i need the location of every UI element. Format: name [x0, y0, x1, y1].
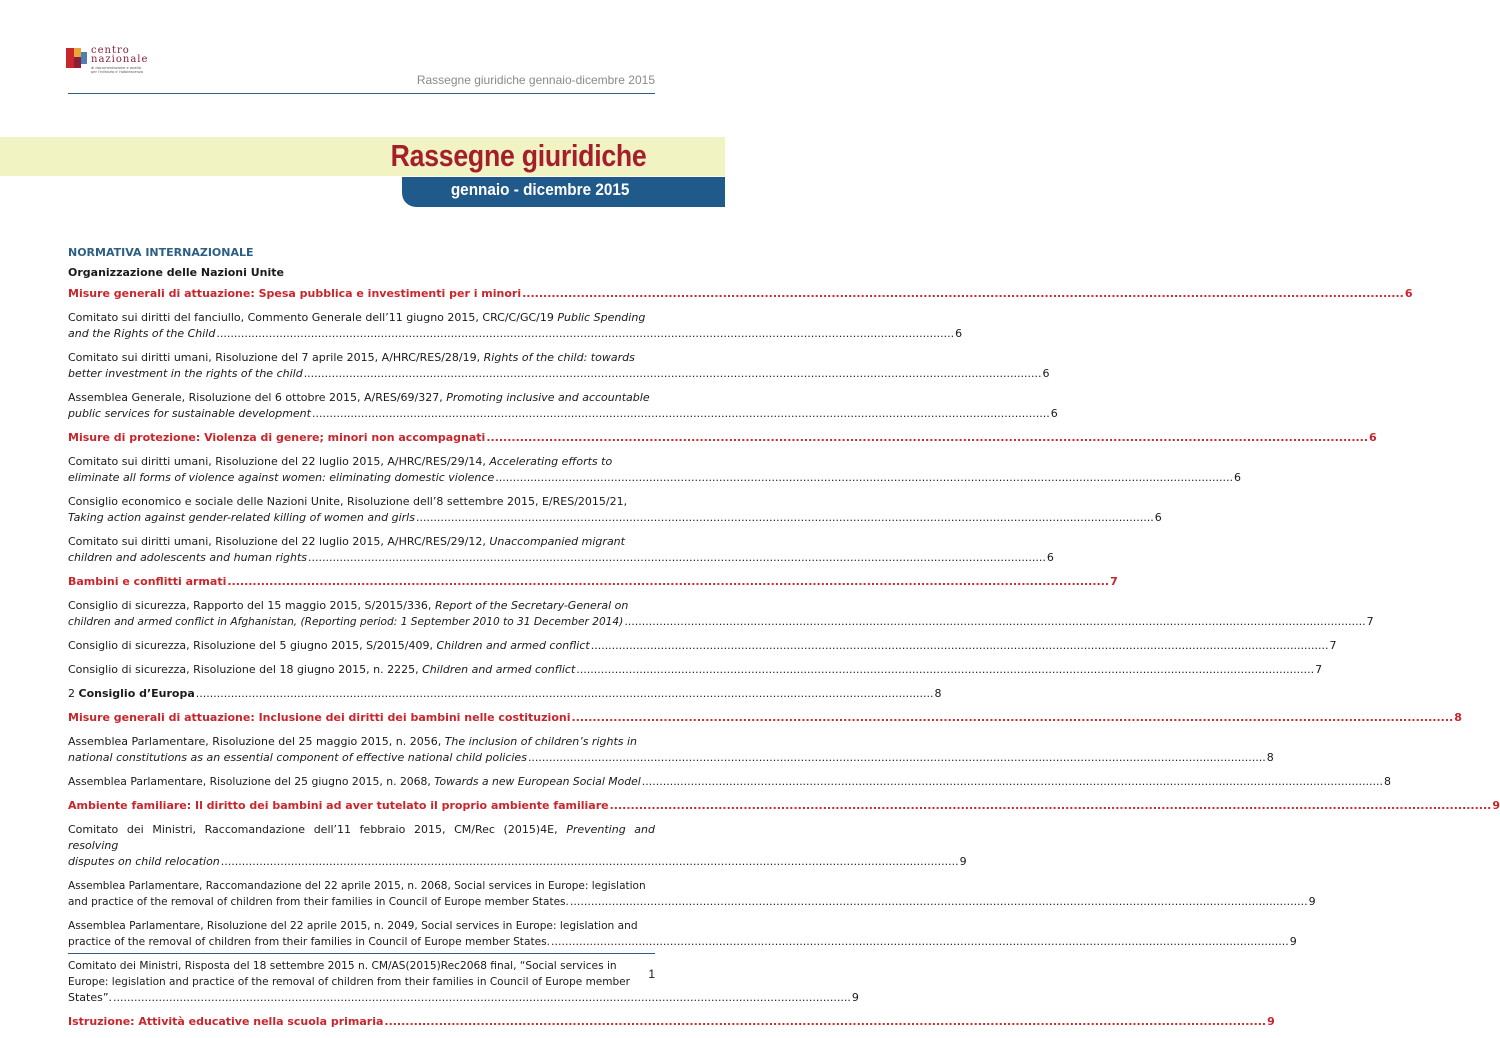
toc-heading-link[interactable]: Misure generali di attuazione: Spesa pubblica e investimenti per i minori ..... 6	[68, 286, 655, 302]
logo-tagline-2: per l'infanzia e l'adolescenza	[91, 70, 144, 74]
toc-entry[interactable]: Assemblea Parlamentare, Raccomandazione del 22 aprile 2015, n. 2068, Social services in Europe: legislation and practice of the removal of children from their families in Council of Europe member States. ..... 9	[68, 878, 655, 910]
toc-entry[interactable]: Consiglio economico e sociale delle Nazioni Unite, Risoluzione dell’8 settembre 2015, E/RES/2015/21, Taking action against gender-related killing of women and girls ..... 6	[68, 494, 655, 526]
footer-rule	[68, 953, 655, 954]
toc-entry[interactable]: Assemblea Generale, Risoluzione del 6 ottobre 2015, A/RES/69/327, Promoting inclusive and accountable public services for sustainable development ..... 6	[68, 390, 655, 422]
toc-entry[interactable]: Comitato sui diritti umani, Risoluzione del 22 luglio 2015, A/HRC/RES/29/14, Accelerating efforts to eliminate all forms of violence against women: eliminating domestic violence ..... 6	[68, 454, 655, 486]
toc-heading-link[interactable]: Misure generali di attuazione: Inclusione dei diritti dei bambini nelle costituzioni ..... 8	[68, 710, 655, 726]
subtitle-bar	[402, 177, 725, 207]
toc-entry[interactable]: Consiglio di sicurezza, Risoluzione del 5 giugno 2015, S/2015/409, Children and armed conflict ..... 7	[68, 638, 655, 654]
toc-heading-link[interactable]: Bambini e conflitti armati ..... 7	[68, 574, 655, 590]
toc-entry[interactable]: Consiglio di sicurezza, Rapporto del 15 maggio 2015, S/2015/336, Report of the Secretary-General on children and armed conflict in Afghanistan, (Reporting period: 1 September 2010 to 31 December 2014) ..... . 7	[68, 598, 655, 630]
logo-tagline-1: di documentazione e analisi	[91, 66, 142, 70]
toc-entry[interactable]: Assemblea Parlamentare, Risoluzione del 25 maggio 2015, n. 2056, The inclusion of children’s rights in national constitutions as an essential component of effective national child policies ..... 8	[68, 734, 655, 766]
toc-entry[interactable]: Consiglio di sicurezza, Risoluzione del 18 giugno 2015, n. 2225, Children and armed conflict ..... 7	[68, 662, 655, 678]
page-subtitle: gennaio - dicembre 2015	[450, 180, 629, 199]
logo	[66, 46, 166, 74]
header-rule	[68, 93, 655, 94]
toc-entry[interactable]: Comitato dei Ministri, Risposta del 18 settembre 2015 n. CM/AS(2015)Rec2068 final, “Social services in Europe: legislation and practice of the removal of children from their families in Council of Europe member States”. ..... 9	[68, 958, 655, 1006]
toc-entry[interactable]: Assemblea Parlamentare, Risoluzione del 22 aprile 2015, n. 2049, Social services in Europe: legislation and practice of the removal of children from their families in Council of Europe member States. ..... 9	[68, 918, 655, 950]
table-of-contents	[68, 245, 1500, 1038]
logo-mark-icon	[66, 48, 88, 68]
logo-text-centro: centro	[91, 45, 130, 56]
toc-entry[interactable]: Comitato sui diritti umani, Risoluzione del 22 luglio 2015, A/HRC/RES/29/12, Unaccompanied migrant children and adolescents and human rights ..... 6	[68, 534, 655, 566]
toc-entry[interactable]: Comitato sui diritti del fanciullo, Commento Generale dell’11 giugno 2015, CRC/C/GC/19 Public Spending and the Rights of the Child ..... 6	[68, 310, 655, 342]
toc-section-heading: NORMATIVA INTERNAZIONALE	[68, 246, 254, 259]
toc-entry[interactable]: Comitato sui diritti umani, Risoluzione del 7 aprile 2015, A/HRC/RES/28/19, Rights of the child: towards better investment in the rights of the child ..... 6	[68, 350, 655, 382]
toc-entry[interactable]: Assemblea Parlamentare, Risoluzione del 25 giugno 2015, n. 2068, Towards a new European Social Model ..... . 8	[68, 774, 655, 790]
page-number: 1	[648, 967, 655, 981]
logo-text-nazionale: nazionale	[91, 54, 149, 65]
running-header: Rassegne giuridiche gennaio-dicembre 2015	[416, 73, 655, 87]
toc-heading-link[interactable]: Misure di protezione: Violenza di genere; minori non accompagnati ..... 6	[68, 430, 655, 446]
toc-organization-link[interactable]: 2 Consiglio d’Europa ..... 8	[68, 686, 655, 702]
page-title: Rassegne giuridiche	[391, 138, 647, 173]
toc-entry[interactable]: Comitato dei Ministri, Raccomandazione dell’11 febbraio 2015, CM/Rec (2015)4E, Preventing and resolving disputes on child relocation ..... 9	[68, 822, 655, 870]
toc-organization: Organizzazione delle Nazioni Unite	[68, 266, 284, 279]
toc-heading-link[interactable]: Istruzione: Attività educative nella scuola primaria ..... 9	[68, 1014, 655, 1030]
toc-heading-link[interactable]: Ambiente familiare: Il diritto dei bambini ad aver tutelato il proprio ambiente familiare ..... 9	[68, 798, 655, 814]
